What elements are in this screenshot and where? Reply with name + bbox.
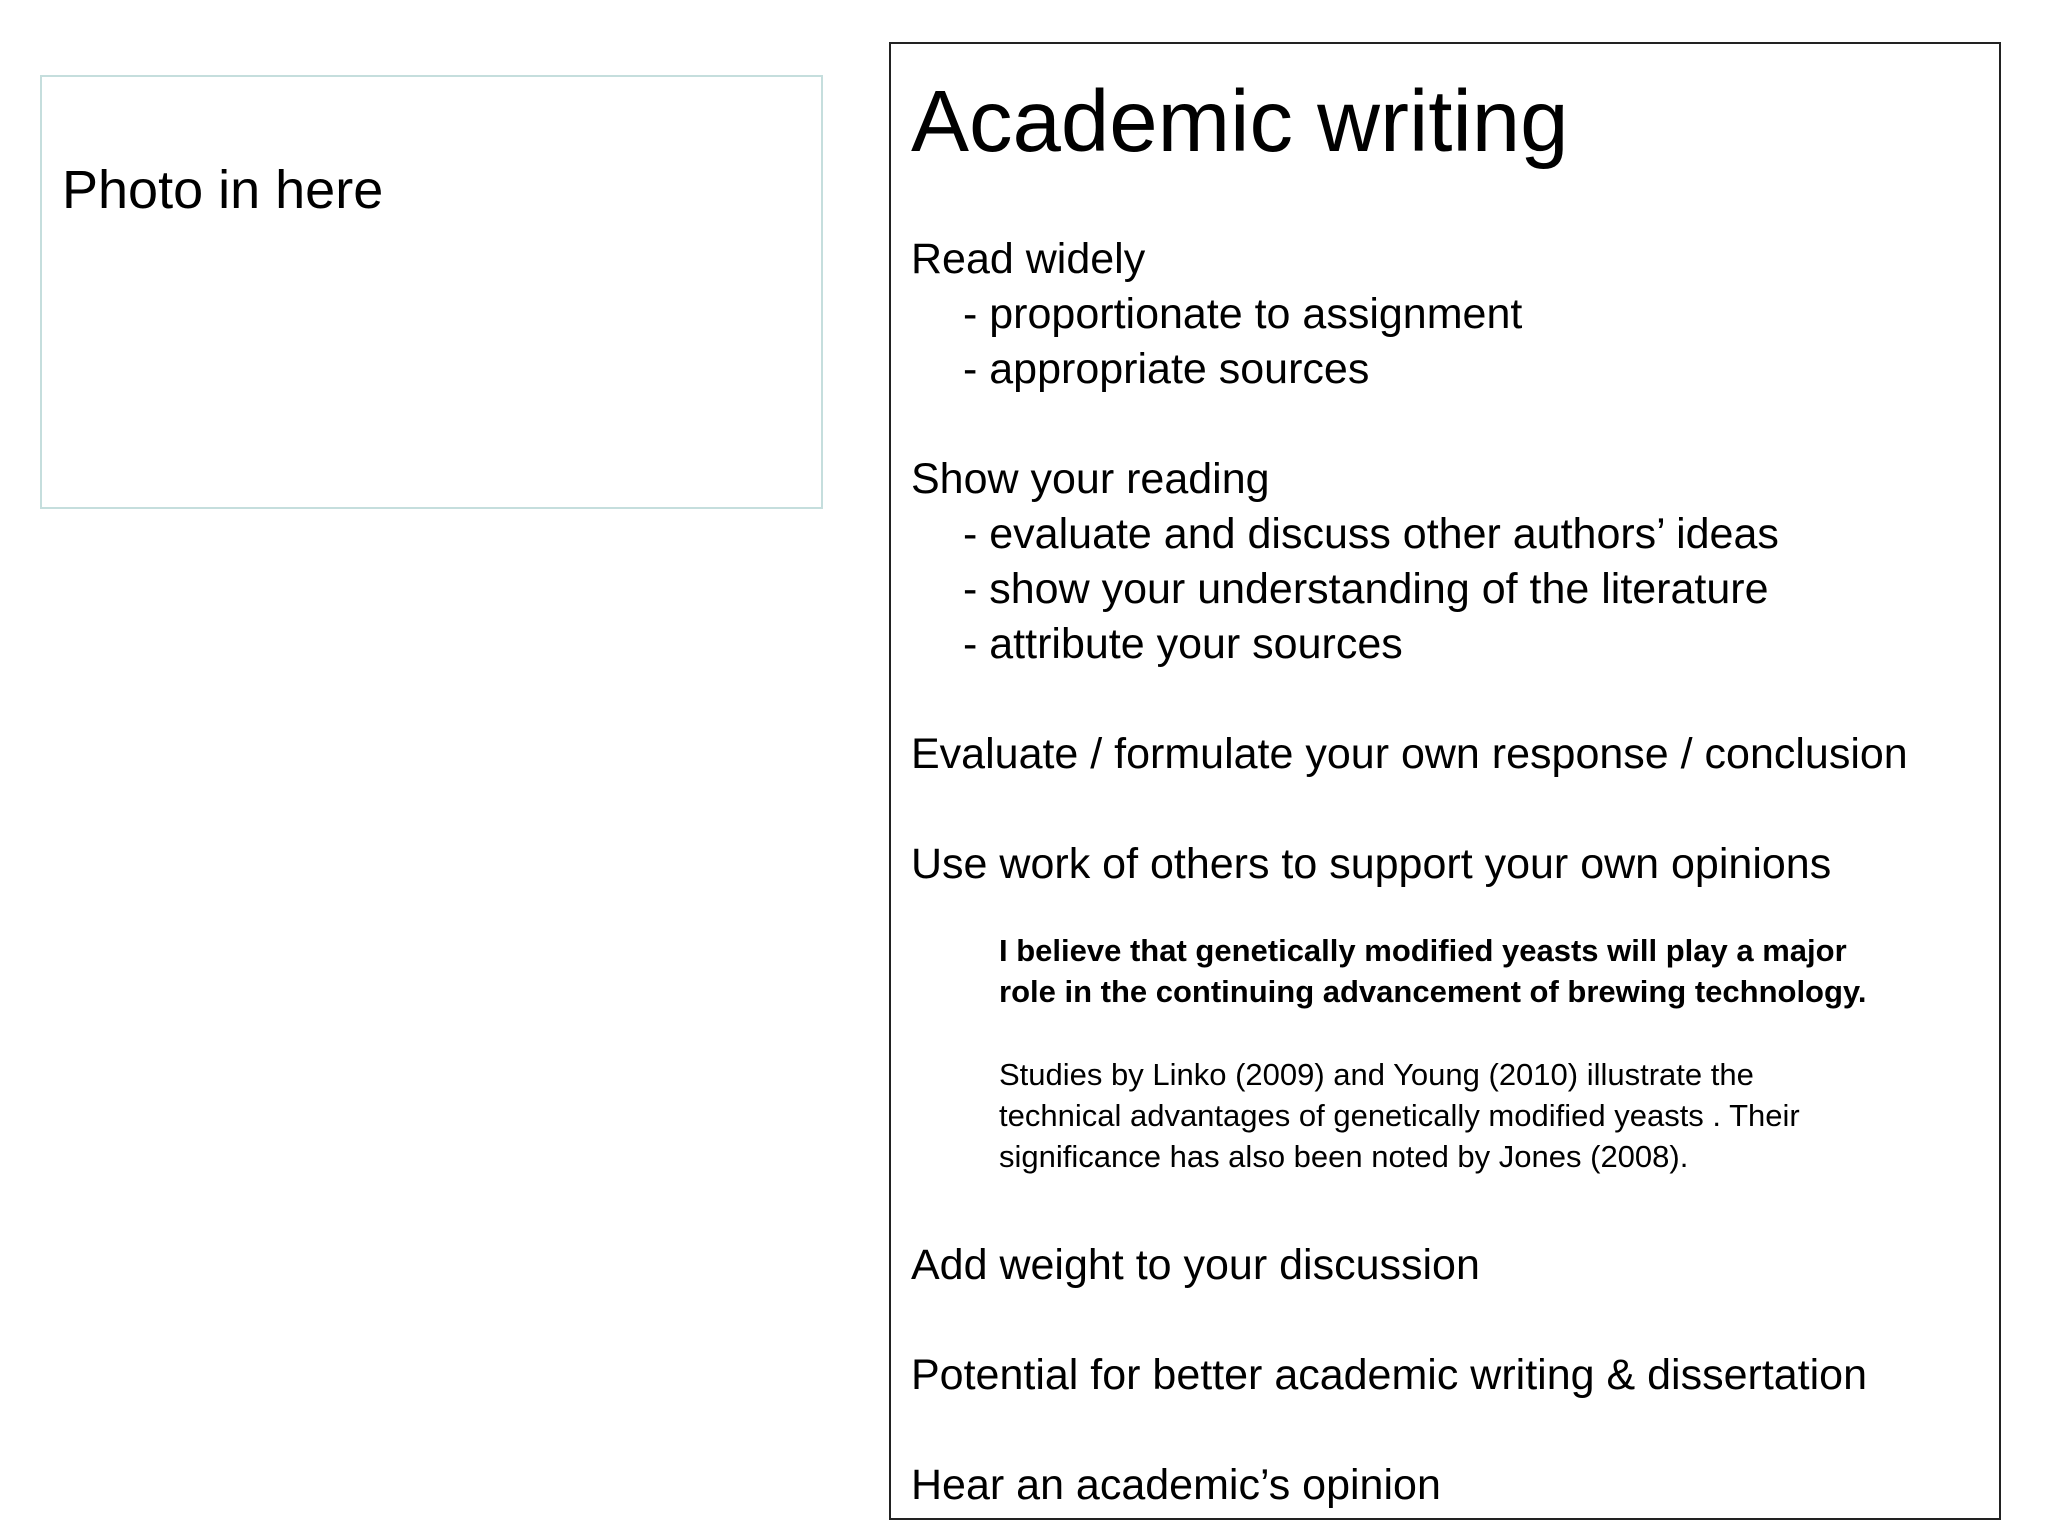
section-heading-add-weight: Add weight to your discussion (911, 1241, 1480, 1289)
list-item: - proportionate to assignment (963, 290, 1523, 338)
section-heading-use-work-of-others: Use work of others to support your own opinions (911, 840, 1832, 888)
academic-writing-panel (889, 42, 2001, 1520)
example-opinion-line: role in the continuing advancement of brewing technology. (999, 974, 1867, 1009)
example-opinion-line: I believe that genetically modified yeasts will play a major (999, 933, 1847, 968)
list-item: - evaluate and discuss other authors’ ideas (963, 510, 1779, 558)
example-support-line: significance has also been noted by Jones (2008). (999, 1139, 1689, 1174)
section-heading-show-your-reading: Show your reading (911, 455, 1270, 503)
list-item: - appropriate sources (963, 345, 1370, 393)
list-item: - show your understanding of the literature (963, 565, 1769, 613)
example-support-line: technical advantages of genetically modified yeasts . Their (999, 1098, 1800, 1133)
photo-placeholder-label: Photo in here (62, 160, 384, 220)
section-heading-evaluate: Evaluate / formulate your own response / conclusion (911, 730, 1908, 778)
section-heading-potential: Potential for better academic writing & dissertation (911, 1351, 1868, 1399)
list-item: - attribute your sources (963, 620, 1403, 668)
example-support-line: Studies by Linko (2009) and Young (2010) illustrate the (999, 1057, 1754, 1092)
section-heading-hear-opinion: Hear an academic’s opinion (911, 1461, 1441, 1509)
photo-placeholder (40, 75, 823, 509)
section-heading-read-widely: Read widely (911, 235, 1146, 283)
panel-title: Academic writing (911, 73, 1569, 170)
